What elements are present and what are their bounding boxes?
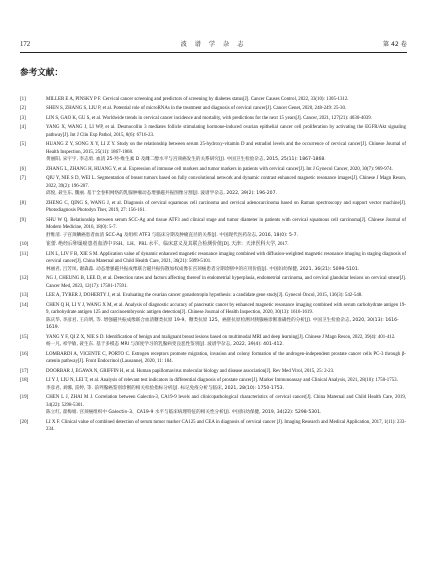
reference-chinese-text: 林丽君, 吕芳凤, 谢森淼. 动态增强磁共振成像联合磁共振弥散加权成像在宫颈癌患者分期诊断中的应用价值[J]. 中国妇幼保健, 2021, 36(21): 5099-5101. [46,266,360,272]
reference-item [20,419,406,434]
reference-text: 崔蕾. 绝经后卵巢癌患者血清中 FSH、LH、PRL 水平、临床意义及其联合检测价值[D]. 天津：天津医科大学, 2017. [46,242,289,248]
reference-index: [3] [20,115,26,121]
reference-item [20,241,406,249]
header-rule [20,52,407,53]
reference-text: QIU Y, NIE S D, WEI L. Segmentation of breast tumors based on fully convolutional network and dynamic contrast enhanced magnetic resonance images[J]. Chinese J Magn Reson, 2022, 39(2): 196-207. [46,176,406,189]
reference-item [20,377,406,392]
reference-item [20,394,406,417]
reference-text: CHEN Q H, LI Y J, WANG X M, et al. Analysis of diagnostic accuracy of pancreatic cancer by enhanced magnetic resonance imaging combined with serum carbohydrate antigen 19-9, carbohydrate antigen 125 and carcinoembryonic antigen detection[J]. Chinese Journal of Health Inspection, 2020, 30(13): 1616-1619. [46,302,406,316]
reference-text: LIN L, LIV F B, XIE S M. Application value of dynamic enhanced magnetic resonance imaging combined with diffusion-weighted magnetic resonance imaging in staging diagnosis of cervical cancer[J]. China Maternal and Child Health Care, 2021, 36(21): 5099-5101. [46,251,407,265]
reference-text: YANG Y F, QI Z X, NIE S D. Identification of benign and malignant breast lesions based on multimodal MRI and deep learning[J]. Chinese J Magn Reson, 2022, 39(4): 401-412. [46,334,396,340]
reference-item [20,351,406,366]
reference-chinese-text: 李彦君, 刘娜, 雷婷, 等. 前列腺癌鉴别诊断的相关检验指标分析[J]. 标记免疫分析与临床, 2021, 28(10): 1750-1753. [46,385,285,391]
reference-text: SHU W Q. Relationship between serum SCC-Ag and tissue ATF3 and clinical stage and tumor diameter in patients with cervical squamous cell carcinoma[J]. Chinese Journal of Modern Medicine, 2016, 18(0): 5-7. [46,217,406,231]
page-number: 172 [20,41,31,48]
reference-index: [10] [20,242,29,248]
reference-text: NG J, CHEUNG B, LEE D, et al. Detection rates and factors affecting thereof in endometrial hyperplasia, endometrial carcinoma, and cervical glandular lesions on cervical smear[J]. Cancer Med, 2023, 12(17): 17581-17591. [46,276,406,289]
reference-item [20,292,406,300]
reference-index: [19] [20,395,29,401]
running-header [20,40,407,52]
reference-text: LOMBARDI A, VICENTE C, PORTO C. Estrogen receptors promote migration, invasion and colony formation of the androgen-independent prostate cancer cells PC-3 through β-catenin pathway[J]. Front Endocrinol (Lausanne), 2020, 11: 184. [46,351,406,365]
reference-text: ZHANG L, ZHANG H, HUANG Y, et al. Expression of immune cell markers and tumor markers in patients with cervical cancer[J]. Int J Gynecol Cancer, 2020, 30(7): 969-974. [46,166,393,172]
references-heading: 参考文献： [20,68,63,78]
reference-chinese-text: 黄丽阳, 宋宇宇, 李志勇. 血清 25-羟-维生素 D 及雌二醇水平与宫颈癌发生的关系研究[J]. 中国卫生检验杂志, 2015, 25(11): 1867-1868. [46,157,326,163]
reference-item [20,141,406,164]
reference-item [20,275,406,290]
volume-label: 第 42 卷 [382,41,407,48]
reference-index: [1] [20,97,26,102]
reference-chinese-text: 舒维清. 子宫颈鳞癌患者血清 SCC-Ag 及组织 ATF3 与临床分期及肿瘤直径的关系[J]. 中国现代医药杂志, 2016, 18(0): 5-7. [46,232,298,238]
reference-item [20,251,406,274]
reference-item [20,166,406,174]
reference-item [20,96,406,104]
reference-text: CHEN L J, ZHAI M J. Correlation between Galectin-3, CA19-9 levels and clinicopathological characteristics of cervical cancer[J]. China Maternal and Child Health Care, 2019, 34(22): 5298-5301. [46,395,406,408]
reference-index: [15] [20,334,29,340]
reference-item [20,175,406,198]
reference-index: [8] [20,200,26,206]
reference-text: LI X F. Clinical value of combined detection of serum tumor marker CA125 and CEA in diagnosis of cervical cancer [J]. Imaging Research and Medical Application, 2017, 1(11): 233-234. [46,419,406,433]
reference-chinese-text: 陈庆华, 李彦君, 王向明, 等. 增强磁共振成像联合血清糖类抗原 19-9、糖类抗原 125、癌胚抗原检测对胰腺癌诊断准确性的分析[J]. 中国卫生检验杂志, 2020, 30(13): 1616-1619. [46,317,399,331]
reference-text: LI Y J, LIU N, LEI T, et al. Analysis of relevant test indicators in differential diagnosis of prostate cancer[J]. Marker Immunoassay and Clinical Analysis, 2021, 28(10): 1750-1753. [46,378,398,384]
reference-index: [6] [20,166,26,172]
reference-item [20,124,406,139]
reference-item [20,368,406,376]
reference-index: [17] [20,368,29,374]
reference-text: YANG X, WANG J, LI WP, et al. Desmocollin 3 mediates follicle stimulating hormone-induced ovarian epithelial cancer cell proliferation by activating the EGFR/Akt signaling pathway[J]. Int J Clin Exp Pathol, 2015, 8(6): 6716-23. [46,125,406,138]
reference-index: [9] [20,217,26,223]
reference-text: LEE A, TYRER J, DOHERTY J, et al. Evaluating the ovarian cancer gonadotropin hypothesis: a candidate gene study[J]. Gynecol Oncol, 2015, 136(3): 542-548. [46,293,363,299]
reference-index: [18] [20,378,29,384]
reference-item [20,302,406,332]
reference-text: MILLER E A, PINSKY P F. Cervical cancer screening and predictors of screening by diabetes status[J]. Cancer Causes Control, 2022, 33(10): 1305-1312. [46,97,349,102]
reference-index: [12] [20,276,29,282]
reference-chinese-text: 邱悦, 聂生东, 魏丽. 基于全卷积网络的乳腺肿瘤动态增强磁共振图像分割[J]. 波谱学杂志, 2022, 39(2): 196-207. [46,191,277,197]
reference-text: ZHENG C, QING S, WANG J, et al. Diagnosis of cervical squamous cell carcinoma and cervical adenocarcinoma based on Raman spectroscopy and support vector machine[J]. Photodiagnosis Photodyn Ther, 2019, 27: 156-161. [46,200,406,214]
reference-index: [14] [20,302,29,308]
reference-index: [7] [20,176,26,182]
reference-index: [11] [20,251,28,257]
journal-title: 波 谱 学 杂 志 [180,41,247,48]
reference-item [20,200,406,215]
reference-list [20,96,406,436]
reference-index: [13] [20,293,29,299]
reference-item [20,105,406,113]
reference-index: [2] [20,106,26,112]
reference-item [20,217,406,240]
reference-item [20,334,406,349]
reference-chinese-text: 杨一凡, 祁学敏, 聂生东. 基于多模态 MRI 与深度学习的乳腺病变良恶性鉴别[J]. 波谱学杂志, 2022, 39(4): 401-412. [46,342,284,348]
reference-text: LIN S, GAO K, GU S, et al. Worldwide trends in cervical cancer incidence and mortality, with predictions for the next 15 years[J]. Cancer, 2021, 127(21): 4030-4039. [46,115,372,121]
reference-index: [20] [20,419,29,425]
reference-chinese-text: 陈立红, 翟梅娟. 宫颈癌组织中 Galectin-3、CA19-9 水平与临床病理特征的相关性分析[J]. 中国妇幼保健, 2019, 34(22): 5298-5301. [46,410,322,416]
reference-index: [4] [20,125,26,131]
reference-text: SHEN S, ZHANG S, LIU P, et al. Potential role of microRNAs in the treatment and diagnosis of cervical cancer[J]. Cancer Genet, 2020, 248-249: 25-30. [46,106,347,112]
reference-index: [16] [20,351,29,357]
reference-text: HUANG Z Y, SONG X Y, LI Z Y. Study on the relationship between serum 25-hydroxy-vitamin D and estradiol levels and the occurrence of cervical cancer[J]. Chinese Journal of Health Inspection, 2015, 25(11): 1867-1868. [46,142,406,155]
reference-index: [5] [20,142,26,148]
reference-item [20,115,406,123]
reference-text: DOORBAR J, EGAWA N, GRIFFIN H, et al. Human papillomavirus molecular biology and disease association[J]. Rev Med Virol, 2015, 25: 2-23. [46,368,335,374]
